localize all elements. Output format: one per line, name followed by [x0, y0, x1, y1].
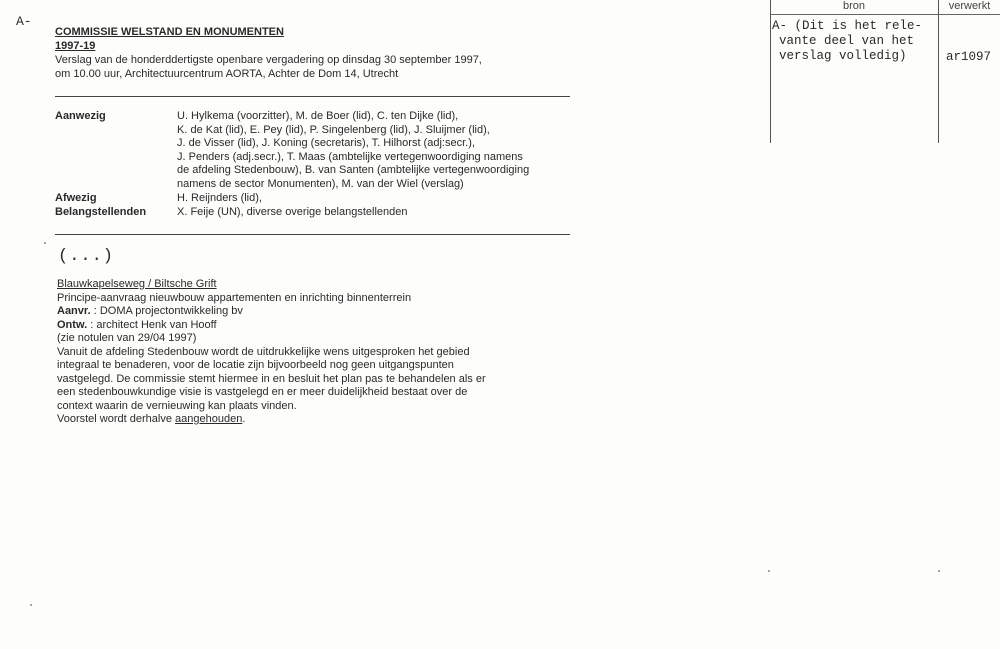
item-reference: (zie notulen van 29/04 1997) — [57, 332, 197, 344]
item-body-line: context waarin de vernieuwing kan plaats vinden. — [57, 399, 297, 412]
committee-title: COMMISSIE WELSTAND EN MONUMENTEN — [55, 26, 284, 38]
source-note-line: A- (Dit is het rele- — [772, 19, 923, 33]
present-line: J. Penders (adj.secr.), T. Maas (ambtelijke vertegenwoordiging namens — [177, 150, 523, 163]
omission-marker: (...) — [58, 247, 115, 266]
item-location: Blauwkapelseweg / Biltsche Grift — [57, 278, 217, 290]
item-body-line: een stedenbouwkundige visie is vastgelegd en er meer duidelijkheid bestaat over de — [57, 386, 468, 398]
item-subject: Principe-aanvraag nieuwbouw appartementen en inrichting binnenterrein — [57, 291, 412, 304]
archive-code: ar1097 — [946, 50, 992, 64]
document-header — [55, 26, 482, 81]
applicant-label: Aanvr. — [57, 305, 91, 317]
scan-speck — [30, 604, 32, 606]
report-number: 1997-19 — [55, 39, 96, 52]
source-note-line: verslag volledig) — [779, 49, 907, 63]
item-body-line: integraal te benaderen, voor de locatie zijn bijvoorbeeld nog geen uitgangspunten — [57, 359, 454, 371]
divider — [55, 234, 570, 235]
column-header-verwerkt: verwerkt — [948, 0, 991, 12]
scan-speck — [938, 570, 940, 572]
item-conclusion — [57, 413, 486, 427]
meeting-location: om 10.00 uur, Architectuurcentrum AORTA, Achter de Dom 14, Utrecht — [55, 67, 399, 80]
absent-label: Afwezig — [55, 192, 97, 204]
margin-mark: A- — [16, 14, 32, 29]
designer-label: Ontw. — [57, 318, 88, 331]
scan-speck — [768, 570, 770, 572]
present-list — [177, 110, 529, 191]
scan-speck — [44, 242, 46, 244]
source-note — [772, 19, 922, 64]
meeting-line: Verslag van de honderddertigste openbare vergadering op dinsdag 30 september 1997, — [55, 54, 482, 66]
agenda-item — [57, 278, 486, 427]
present-label: Aanwezig — [55, 110, 106, 122]
present-line: de afdeling Stedenbouw), B. van Santen (ambtelijke vertegenwoordiging — [177, 164, 530, 176]
stakeholders-label: Belangstellenden — [55, 206, 147, 218]
present-line: K. de Kat (lid), E. Pey (lid), P. Singelenberg (lid), J. Sluijmer (lid), — [177, 123, 490, 136]
divider — [55, 96, 570, 97]
column-header-bron: bron — [842, 0, 866, 12]
item-body-line: vastgelegd. De commissie stemt hiermee in en besluit het plan pas te behandelen als er — [57, 372, 486, 385]
applicant-value: : DOMA projectontwikkeling bv — [93, 305, 243, 317]
stakeholders-value: X. Feije (UN), diverse overige belangstellenden — [177, 206, 408, 218]
conclusion-decision: aangehouden — [175, 413, 243, 425]
present-line: namens de sector Monumenten), M. van der Wiel (verslag) — [177, 177, 464, 190]
absent-value: H. Reijnders (lid), — [177, 192, 262, 204]
conclusion-suffix: . — [242, 413, 246, 425]
present-line: J. de Visser (lid), J. Koning (secretaris), T. Hilhorst (adj:secr.), — [177, 137, 475, 149]
item-designer-row — [57, 319, 486, 333]
designer-value: : architect Henk van Hooff — [90, 318, 217, 331]
source-note-line: vante deel van het — [779, 34, 915, 48]
conclusion-prefix: Voorstel wordt derhalve — [57, 413, 176, 425]
item-applicant-row — [57, 305, 486, 319]
item-body-line: Vanuit de afdeling Stedenbouw wordt de uitdrukkelijke wens uitgesproken het gebied — [57, 345, 470, 358]
present-line: U. Hylkema (voorzitter), M. de Boer (lid), C. ten Dijke (lid), — [177, 110, 459, 122]
